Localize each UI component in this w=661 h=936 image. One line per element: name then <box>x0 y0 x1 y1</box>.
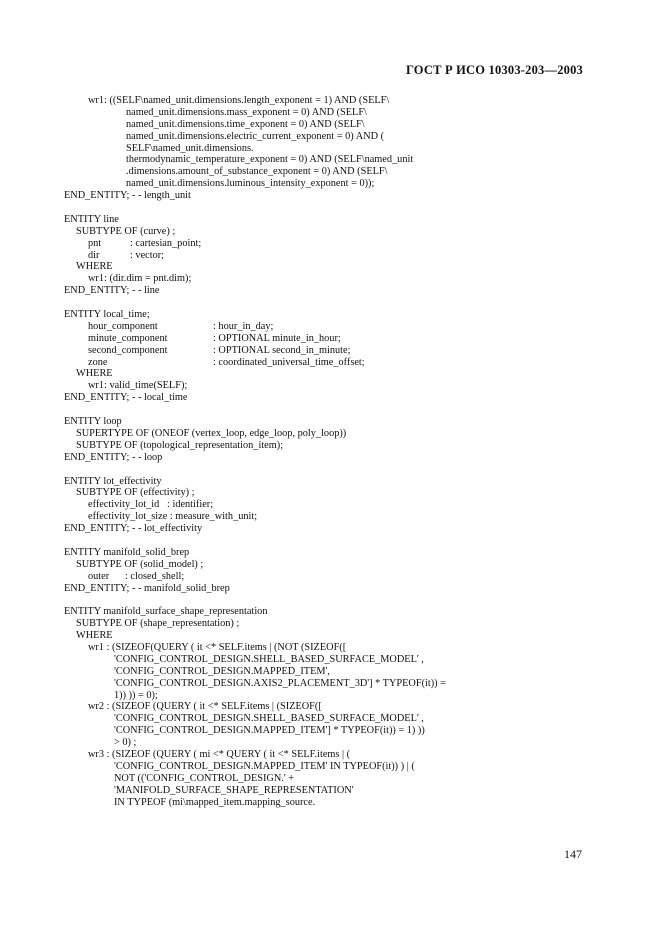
attribute-type: : coordinated_universal_time_offset; <box>213 356 365 368</box>
code-line: END_ENTITY; - - manifold_solid_brep <box>64 582 230 594</box>
attribute-name: dir <box>88 249 100 261</box>
code-line: SUBTYPE OF (curve) ; <box>76 225 176 237</box>
attribute-type: : OPTIONAL second_in_minute; <box>213 344 351 356</box>
attribute-type: : hour_in_day; <box>213 320 274 332</box>
code-line: SUBTYPE OF (solid_model) ; <box>76 558 204 570</box>
code-line: 'CONFIG_CONTROL_DESIGN.SHELL_BASED_SURFACE_MODEL' , <box>114 713 424 725</box>
code-line: SUBTYPE OF (effectivity) ; <box>76 487 195 499</box>
attribute-type: : OPTIONAL minute_in_hour; <box>213 332 341 344</box>
code-line <box>64 321 604 333</box>
code-line <box>64 345 604 357</box>
code-line: SELF\named_unit.dimensions. <box>126 142 254 154</box>
code-line: 1)) )) = 0); <box>114 689 158 701</box>
code-line: END_ENTITY; - - local_time <box>64 392 188 404</box>
code-line: effectivity_lot_size : measure_with_unit; <box>88 511 258 523</box>
code-line: END_ENTITY; - - loop <box>64 451 163 463</box>
code-line: wr1: ((SELF\named_unit.dimensions.length_exponent = 1) AND (SELF\ <box>88 95 390 106</box>
code-line: END_ENTITY; - - length_unit <box>64 190 191 202</box>
express-schema-text <box>64 95 604 808</box>
code-line <box>64 333 604 345</box>
code-line: NOT (('CONFIG_CONTROL_DESIGN.' + <box>114 772 295 784</box>
code-line: WHERE <box>76 368 113 380</box>
code-line: wr3 : (SIZEOF (QUERY ( mi <* QUERY ( it <* SELF.items | ( <box>88 748 351 760</box>
code-line: .dimensions.amount_of_substance_exponent = 0) AND (SELF\ <box>126 166 388 178</box>
code-line: 'CONFIG_CONTROL_DESIGN.SHELL_BASED_SURFACE_MODEL' , <box>114 653 424 665</box>
code-line: ENTITY local_time; <box>64 309 150 321</box>
code-line <box>64 238 604 250</box>
code-line: ENTITY manifold_surface_shape_representation <box>64 606 268 618</box>
code-line: SUBTYPE OF (shape_representation) ; <box>76 618 240 630</box>
code-line: named_unit.dimensions.electric_current_exponent = 0) AND ( <box>126 130 385 142</box>
code-line: wr1 : (SIZEOF(QUERY ( it <* SELF.items | (NOT (SIZEOF([ <box>88 641 347 653</box>
code-line <box>64 250 604 262</box>
code-line: thermodynamic_temperature_exponent = 0) AND (SELF\named_unit <box>126 154 414 166</box>
attribute-name: outer <box>88 570 110 582</box>
code-line: 'CONFIG_CONTROL_DESIGN.MAPPED_ITEM'] * TYPEOF(it)) = 1) )) <box>114 725 425 737</box>
attribute-type: : cartesian_point; <box>130 237 202 249</box>
attribute-name: zone <box>88 356 108 368</box>
code-line: WHERE <box>76 261 113 273</box>
code-line: named_unit.dimensions.luminous_intensity_exponent = 0)); <box>126 178 375 190</box>
attribute-type: : closed_shell; <box>125 570 185 582</box>
code-line: wr1: valid_time(SELF); <box>88 380 188 392</box>
code-line: named_unit.dimensions.mass_exponent = 0) AND (SELF\ <box>126 106 367 118</box>
attribute-type: : vector; <box>130 249 165 261</box>
code-line: 'CONFIG_CONTROL_DESIGN.AXIS2_PLACEMENT_3D'] * TYPEOF(it)) = <box>114 677 446 689</box>
page-number: 147 <box>564 847 582 861</box>
attribute-name: minute_component <box>88 332 168 344</box>
attribute-name: hour_component <box>88 320 158 332</box>
code-line: ENTITY manifold_solid_brep <box>64 546 190 558</box>
code-line <box>64 357 604 369</box>
code-line: 'CONFIG_CONTROL_DESIGN.MAPPED_ITEM', <box>114 665 330 677</box>
code-line: WHERE <box>76 630 113 642</box>
code-line: 'CONFIG_CONTROL_DESIGN.MAPPED_ITEM' IN TYPEOF(it)) ) | ( <box>114 760 415 772</box>
code-line: ENTITY loop <box>64 416 122 428</box>
attribute-name: pnt <box>88 237 102 249</box>
code-line: wr1: (dir.dim = pnt.dim); <box>88 273 192 285</box>
code-line: wr2 : (SIZEOF (QUERY ( it <* SELF.items | (SIZEOF([ <box>88 701 322 713</box>
code-line: effectivity_lot_id : identifier; <box>88 499 214 511</box>
code-line: SUPERTYPE OF (ONEOF (vertex_loop, edge_loop, poly_loop)) <box>76 427 347 439</box>
code-line: ENTITY lot_effectivity <box>64 475 162 487</box>
code-line: named_unit.dimensions.time_exponent = 0) AND (SELF\ <box>126 118 365 130</box>
code-line: ENTITY line <box>64 213 119 225</box>
page-header: ГОСТ Р ИСО 10303-203—2003 <box>405 63 583 77</box>
code-line: SUBTYPE OF (topological_representation_item); <box>76 439 284 451</box>
code-line: 'MANIFOLD_SURFACE_SHAPE_REPRESENTATION' <box>114 784 354 796</box>
code-line: IN TYPEOF (mi\mapped_item.mapping_source. <box>114 796 316 808</box>
attribute-name: second_component <box>88 344 168 356</box>
code-line: END_ENTITY; - - lot_effectivity <box>64 523 203 535</box>
code-line: END_ENTITY; - - line <box>64 285 160 297</box>
code-line: > 0) ; <box>114 737 137 749</box>
code-line <box>64 571 604 583</box>
